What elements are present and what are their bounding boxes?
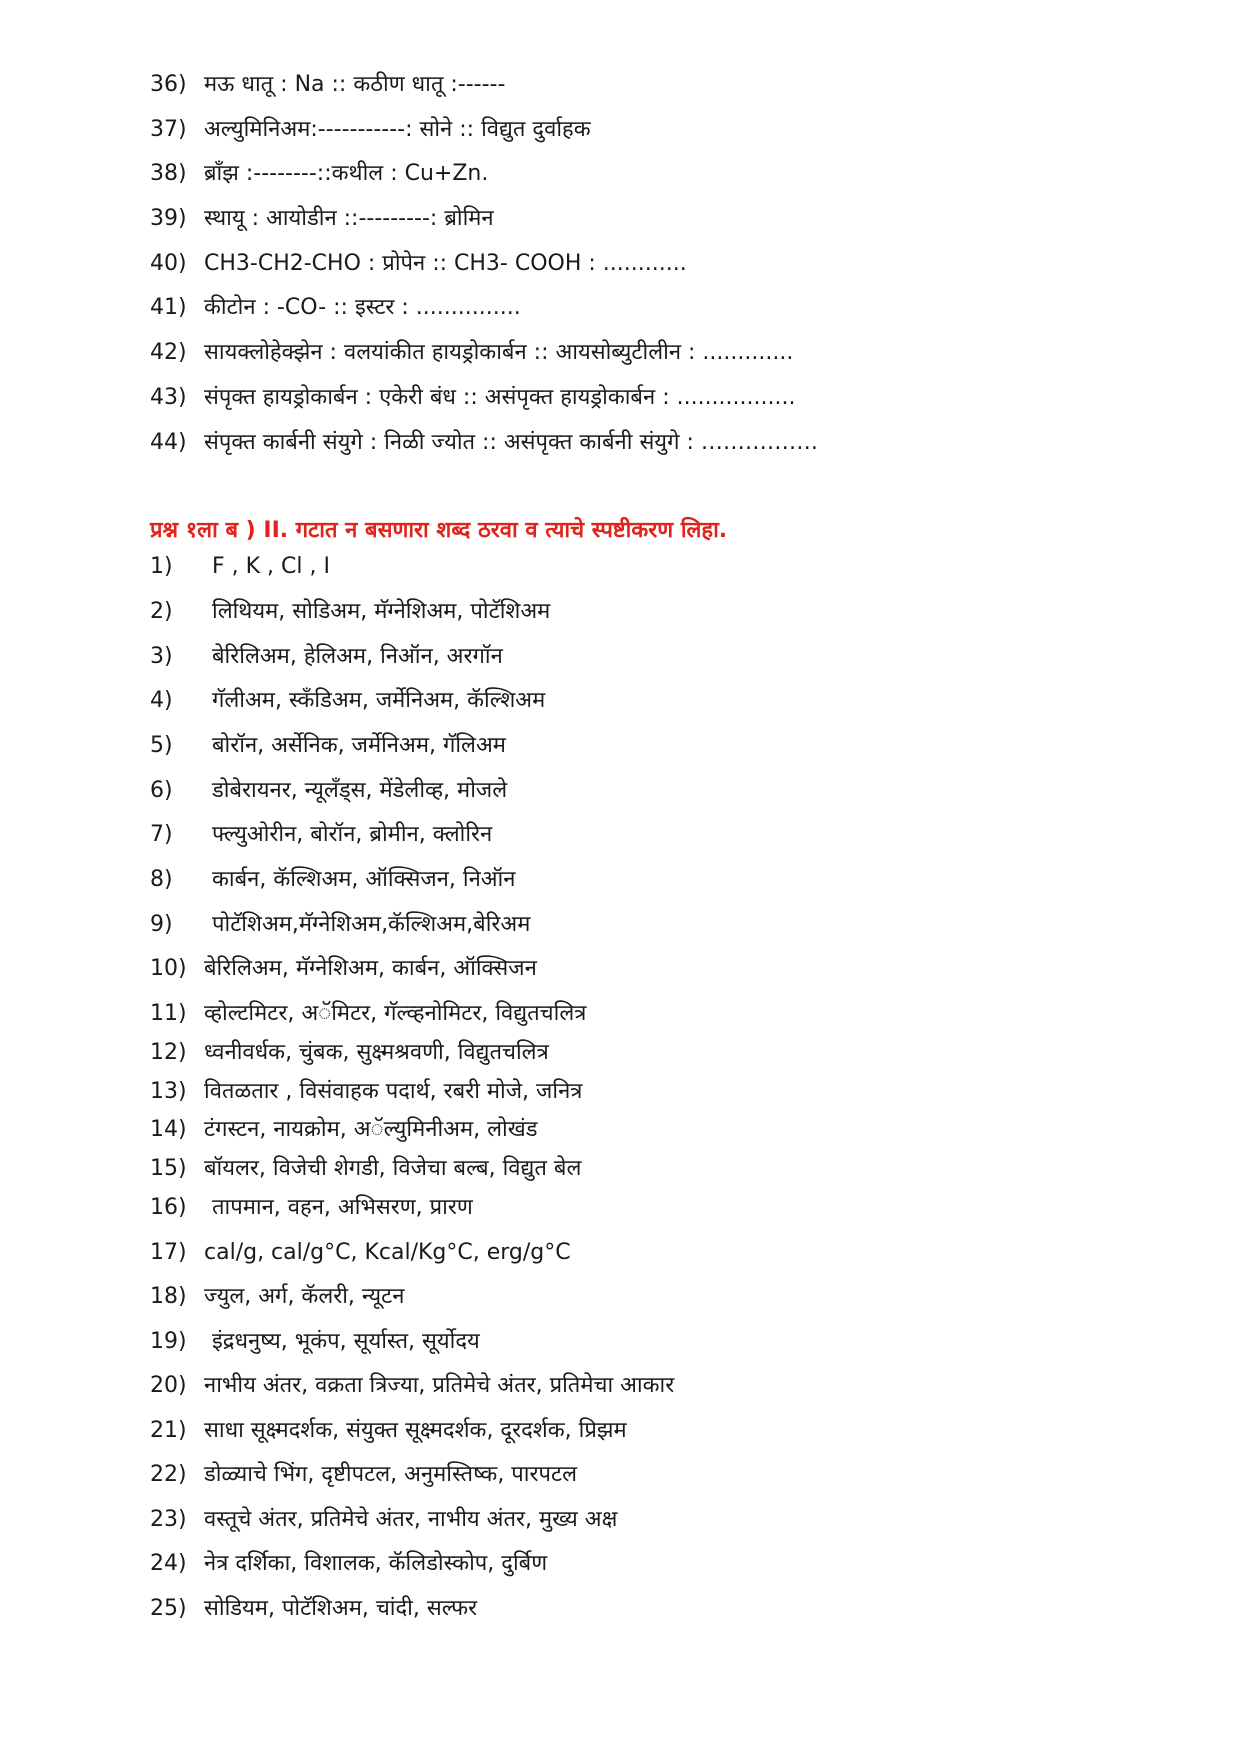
item-text: डोबेरायनर, न्यूलँड्स, मेंडेलीव्ह, मोजले (212, 777, 508, 803)
list-item (150, 956, 1190, 1001)
item-text: मऊ धातू : Na :: कठीण धातू :------ (204, 72, 506, 97)
list-item (150, 72, 1190, 117)
item-text: वितळतार , विसंवाहक पदार्थ, रबरी मोजे, जनित्र (204, 1078, 583, 1104)
list-item (150, 340, 1190, 385)
list-item (150, 1418, 1190, 1463)
item-text: कार्बन, कॅल्शिअम, ऑक्सिजन, निऑन (212, 867, 516, 892)
item-number: 7) (150, 822, 173, 848)
item-number: 15) (150, 1156, 187, 1182)
item-number: 37) (150, 116, 187, 142)
item-number: 1) (150, 554, 173, 580)
list-item (150, 1329, 1190, 1374)
item-text: डोळ्याचे भिंग, दृष्टीपटल, अनुमस्तिष्क, पारपटल (204, 1462, 577, 1488)
list-item (150, 1462, 1190, 1507)
item-text: ज्युल, अर्ग, कॅलरी, न्यूटन (204, 1284, 405, 1310)
item-number: 41) (150, 295, 187, 321)
list-item (150, 554, 1190, 599)
item-text: cal/g, cal/g°C, Kcal/Kg°C, erg/g°C (204, 1239, 571, 1265)
list-item (150, 1551, 1190, 1596)
item-number: 5) (150, 732, 173, 758)
item-text: CH3-CH2-CHO : प्रोपेन :: CH3- COOH : ............ (204, 250, 687, 276)
item-text: लिथियम, सोडिअम, मॅग्नेशिअम, पोटॅशिअम (212, 598, 551, 624)
item-number: 39) (150, 206, 187, 232)
item-number: 22) (150, 1462, 187, 1488)
item-number: 19) (150, 1328, 187, 1354)
item-text: बेरिलिअम, मॅग्नेशिअम, कार्बन, ऑक्सिजन (204, 956, 537, 982)
item-text: पोटॅशिअम,मॅग्नेशिअम,कॅल्शिअम,बेरिअम (212, 911, 531, 937)
item-text: नाभीय अंतर, वक्रता त्रिज्या, प्रतिमेचे अंतर, प्रतिमेचा आकार (204, 1373, 675, 1399)
list-item (150, 1373, 1190, 1418)
item-number: 2) (150, 598, 173, 624)
item-text: नेत्र दर्शिका, विशालक, कॅलिडोस्कोप, दुर्बिण (204, 1551, 548, 1577)
item-text: बेरिलिअम, हेलिअम, निऑन, अरगॉन (212, 643, 503, 669)
list-item (150, 599, 1190, 644)
list-item (150, 1507, 1190, 1552)
item-number: 24) (150, 1551, 187, 1577)
list-item (150, 867, 1190, 912)
item-number: 38) (150, 161, 187, 187)
item-text: ब्राँझ :--------::कथील : Cu+Zn. (204, 161, 489, 187)
item-number: 6) (150, 777, 173, 803)
item-text: स्थायू : आयोडीन ::---------: ब्रोमिन (204, 206, 494, 232)
list-item (150, 1195, 1190, 1240)
list-item (150, 1156, 1190, 1195)
item-number: 25) (150, 1595, 187, 1621)
item-text: सायक्लोहेक्झेन : वलयांकीत हायड्रोकार्बन :: आयसोब्युटीलीन : ............. (204, 340, 794, 366)
item-number: 43) (150, 384, 187, 410)
item-text: सोडियम, पोटॅशिअम, चांदी, सल्फर (204, 1595, 478, 1621)
list-item (150, 778, 1190, 823)
item-text: कीटोन : -CO- :: इस्टर : ............... (204, 295, 521, 321)
item-text: बॉयलर, विजेची शेगडी, विजेचा बल्ब, विद्युत बेल (204, 1156, 582, 1182)
item-text: बोरॉन, अर्सेनिक, जर्मेनिअम, गॅलिअम (212, 732, 506, 758)
item-text: F , K , Cl , I (212, 554, 330, 580)
item-number: 14) (150, 1117, 187, 1143)
section-heading: प्रश्न १ला ब ) II. गटात न बसणारा शब्द ठरवा व त्याचे स्पष्टीकरण लिहा. (150, 518, 728, 544)
list-item (150, 251, 1190, 296)
item-text: फ्ल्युओरीन, बोरॉन, ब्रोमीन, क्लोरिन (212, 822, 493, 848)
document-page (150, 72, 1190, 1640)
list-item (150, 644, 1190, 689)
list-item (150, 385, 1190, 430)
item-number: 11) (150, 1001, 187, 1027)
item-text: वस्तूचे अंतर, प्रतिमेचे अंतर, नाभीय अंतर, मुख्य अक्ष (204, 1506, 618, 1532)
list-item (150, 912, 1190, 957)
item-text: इंद्रधनुष्य, भूकंप, सूर्यास्त, सूर्योदय (212, 1328, 480, 1354)
item-text: साधा सूक्ष्मदर्शक, संयुक्त सूक्ष्मदर्शक, दूरदर्शक, प्रिझम (204, 1417, 627, 1443)
list-item (150, 1596, 1190, 1641)
item-number: 42) (150, 340, 187, 366)
list-item (150, 1040, 1190, 1079)
item-text: ध्वनीवर्धक, चुंबक, सुक्ष्मश्रवणी, विद्युतचलित्र (204, 1039, 549, 1065)
list-item (150, 1079, 1190, 1118)
item-number: 36) (150, 72, 187, 97)
item-number: 12) (150, 1039, 187, 1065)
item-text: तापमान, वहन, अभिसरण, प्रारण (212, 1195, 473, 1221)
list-item (150, 1001, 1190, 1040)
list-item (150, 822, 1190, 867)
item-number: 8) (150, 867, 173, 892)
list-item (150, 117, 1190, 162)
item-text: व्होल्टमिटर, अॅमिटर, गॅल्व्हनोमिटर, विद्युतचलित्र (204, 1001, 587, 1027)
list-item (150, 733, 1190, 778)
item-number: 10) (150, 956, 187, 982)
item-number: 9) (150, 911, 173, 937)
item-number: 40) (150, 250, 187, 276)
list-item (150, 295, 1190, 340)
item-number: 20) (150, 1373, 187, 1399)
item-number: 21) (150, 1417, 187, 1443)
list-item (150, 688, 1190, 733)
item-number: 13) (150, 1078, 187, 1104)
item-text: संपृक्त कार्बनी संयुगे : निळी ज्योत :: असंपृक्त कार्बनी संयुगे : ……………. (204, 429, 818, 455)
list-item (150, 430, 1190, 475)
list-item (150, 1240, 1190, 1285)
list-item (150, 161, 1190, 206)
item-text: संपृक्त हायड्रोकार्बन : एकेरी बंध :: असंपृक्त हायड्रोकार्बन : ................. (204, 384, 796, 410)
analogy-question-list (150, 72, 1190, 474)
list-item (150, 1117, 1190, 1156)
item-text: गॅलीअम, स्कँडिअम, जर्मेनिअम, कॅल्शिअम (212, 688, 546, 714)
item-text: अल्युमिनिअम:-----------: सोने :: विद्युत दुर्वाहक (204, 116, 591, 142)
item-number: 44) (150, 429, 187, 455)
list-item (150, 206, 1190, 251)
item-number: 4) (150, 688, 173, 714)
item-number: 16) (150, 1195, 187, 1221)
odd-one-out-question-list (150, 554, 1190, 1640)
item-number: 18) (150, 1284, 187, 1310)
item-text: टंगस्टन, नायक्रोम, अॅल्युमिनीअम, लोखंड (204, 1117, 538, 1143)
item-number: 23) (150, 1506, 187, 1532)
list-item (150, 1284, 1190, 1329)
item-number: 17) (150, 1239, 187, 1265)
item-number: 3) (150, 643, 173, 669)
